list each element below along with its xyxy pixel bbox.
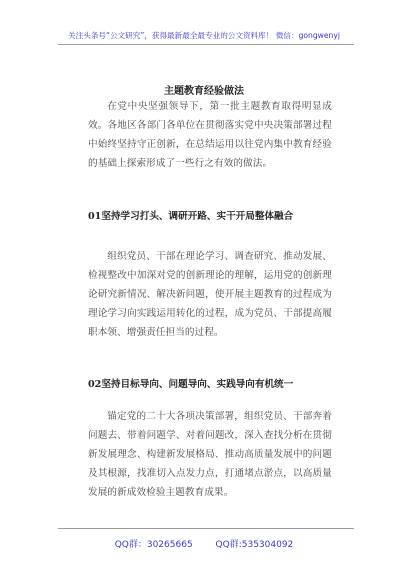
section-heading-1: 01坚持学习打头、调研开路、实干开局整体融合 bbox=[88, 211, 294, 222]
section-heading-2: 02坚持目标导向、问题导向、实践导向有机统一 bbox=[88, 379, 294, 390]
section-body-2: 锚定党的二十大各项决策部署，组织党员、干部奔着问题去、带着问题学、对着问题改，深入查找分析在贯彻新发展理念、构建新发展格局、推动高质量发展中的问题及其根源，找准切入点发力点，打通堵点淤点，以高质量发展的新成效检验主题教育成果。 bbox=[88, 411, 332, 498]
footer-qq-group-1: QQ群：30265665 bbox=[114, 540, 193, 550]
footer-divider bbox=[58, 528, 354, 529]
document-title: 主题教育经验做法 bbox=[164, 86, 244, 97]
header-banner: 关注头条号“公文研究”，获得最新最全最专业的公文资料库！ 微信：gongwenyj bbox=[68, 31, 340, 40]
intro-paragraph: 在党中央坚强领导下，第一批主题教育取得明显成效。各地区各部门各单位在贯彻落实党中央决策部署过程中始终坚持守正创新，在总结运用以往党内集中教育经验的基础上探索形成了一些行之有效的做法。 bbox=[88, 101, 332, 169]
footer-contacts bbox=[0, 537, 408, 550]
footer-qq-group-2: QQ群:535304092 bbox=[215, 540, 294, 550]
header-divider bbox=[58, 44, 354, 45]
section-body-1: 组织党员、干部在理论学习、调查研究、推动发展、检视整改中加深对党的创新理论的理解，运用党的创新理论研究新情况、解决新问题，使开展主题教育的过程成为理论学习向实践运用转化的过程，成为党员、干部提高履职本领、增强责任担当的过程。 bbox=[88, 251, 332, 338]
